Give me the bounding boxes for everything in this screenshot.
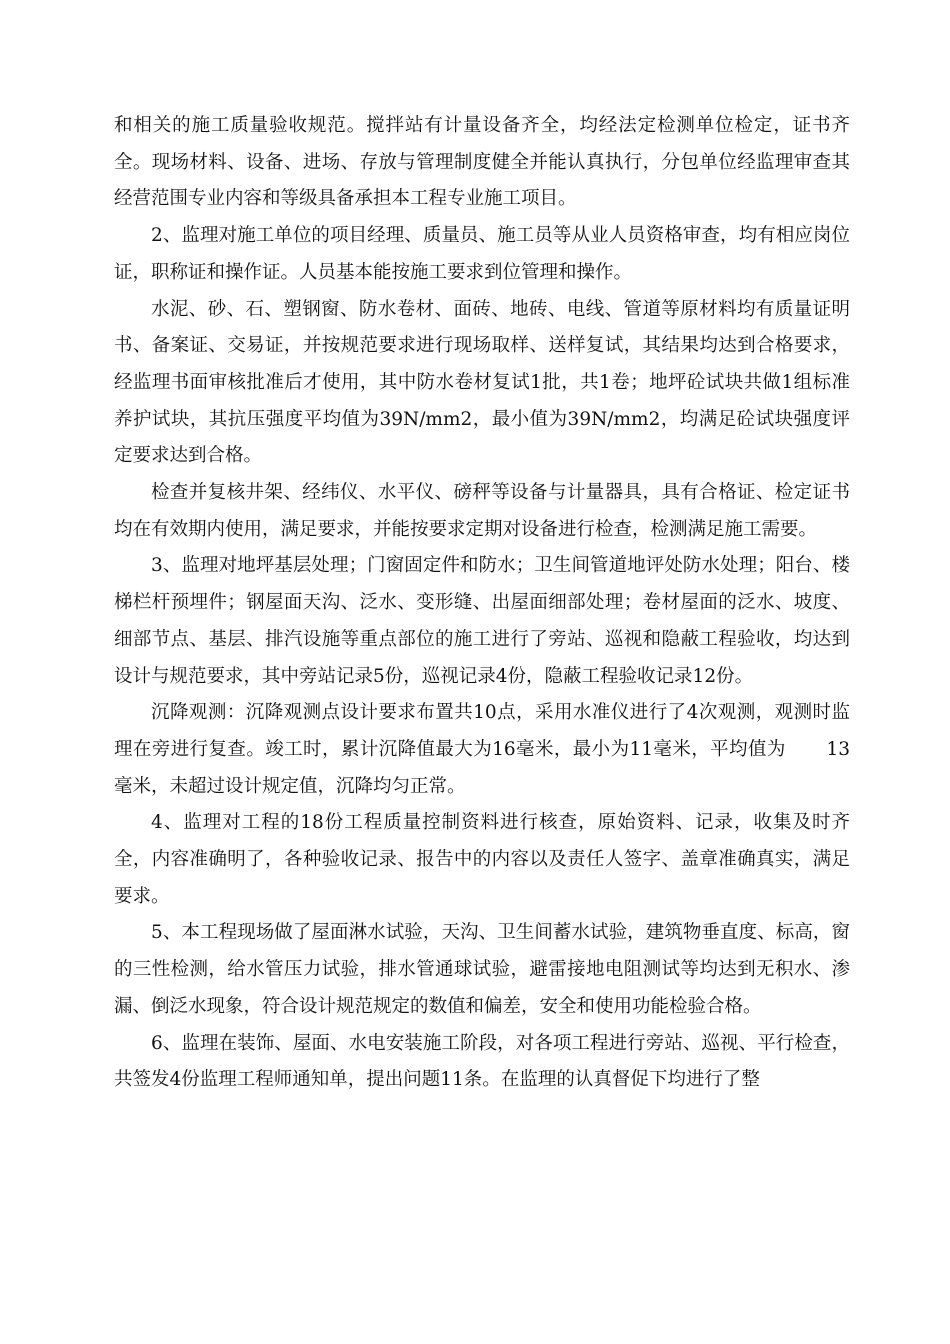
paragraph-key-parts-supervision: 3、监理对地坪基层处理；门窗固定件和防水；卫生间管道地评处防水处理；阳台、楼梯栏杆预埋件；钢屋面天沟、泛水、变形缝、出屋面细部处理；卷材屋面的泛水、坡度、细部节点、基层、排汽设施等重点部位的施工进行了旁站、巡视和隐蔽工程验收，均达到设计与规范要求，其中旁站记录5份，巡视记录4份，隐蔽工程验收记录12份。 [114, 555, 850, 687]
paragraph-materials-inspection: 水泥、砂、石、塑钢窗、防水卷材、面砖、地砖、电线、管道等原材料均有质量证明书、备案证、交易证，并按规范要求进行现场取样、送样复试，其结果均达到合格要求，经监理书面审核批准后才使用，其中防水卷材复试1批，共1卷；地坪砼试块共做1组标准养护试块，其抗压强度平均值为39N/mm2，最小值为39N/mm2，均满足砼试块强度评定要求达到合格。 [114, 298, 850, 467]
paragraph-personnel-qualification: 2、监理对施工单位的项目经理、质量员、施工员等从业人员资格审查，均有相应岗位证，职称证和操作证。人员基本能按施工要求到位管理和操作。 [114, 225, 850, 283]
paragraph-function-tests: 5、本工程现场做了屋面淋水试验，天沟、卫生间蓄水试验，建筑物垂直度、标高，窗的三性检测，给水管压力试验，排水管通球试验，避雷接地电阻测试等均达到无积水、渗漏、倒泛水现象，符合设计规范规定的数值和偏差，安全和使用功能检验合格。 [114, 922, 850, 1017]
paragraph-quality-records: 4、监理对工程的18份工程质量控制资料进行核查，原始资料、记录，收集及时齐全，内容准确明了，各种验收记录、报告中的内容以及责任人签字、盖章准确真实，满足要求。 [114, 812, 850, 907]
document-body [114, 108, 850, 1099]
settlement-text-after: 13毫米，未超过设计规定值，沉降均匀正常。 [114, 738, 850, 797]
paragraph-continuation: 和相关的施工质量验收规范。搅拌站有计量设备齐全，均经法定检测单位检定，证书齐全。现场材料、设备、进场、存放与管理制度健全并能认真执行，分包单位经监理审查其经营范围专业内容和等级具备承担本工程专业施工项目。 [114, 115, 850, 210]
paragraph-settlement-observation [114, 695, 850, 805]
settlement-text-before: 沉降观测：沉降观测点设计要求布置共10点，采用水准仪进行了4次观测，观测时监理在旁进行复查。竣工时，累计沉降值最大为16毫米，最小为11毫米，平均值为 [114, 702, 850, 760]
paragraph-equipment-check: 检查并复核井架、经纬仪、水平仪、磅秤等设备与计量器具，具有合格证、检定证书均在有效期内使用，满足要求，并能按要求定期对设备进行检查，检测满足施工需要。 [114, 482, 850, 540]
paragraph-supervision-notices: 6、监理在装饰、屋面、水电安装施工阶段，对各项工程进行旁站、巡视、平行检查，共签发4份监理工程师通知单，提出问题11条。在监理的认真督促下均进行了整 [114, 1032, 850, 1091]
